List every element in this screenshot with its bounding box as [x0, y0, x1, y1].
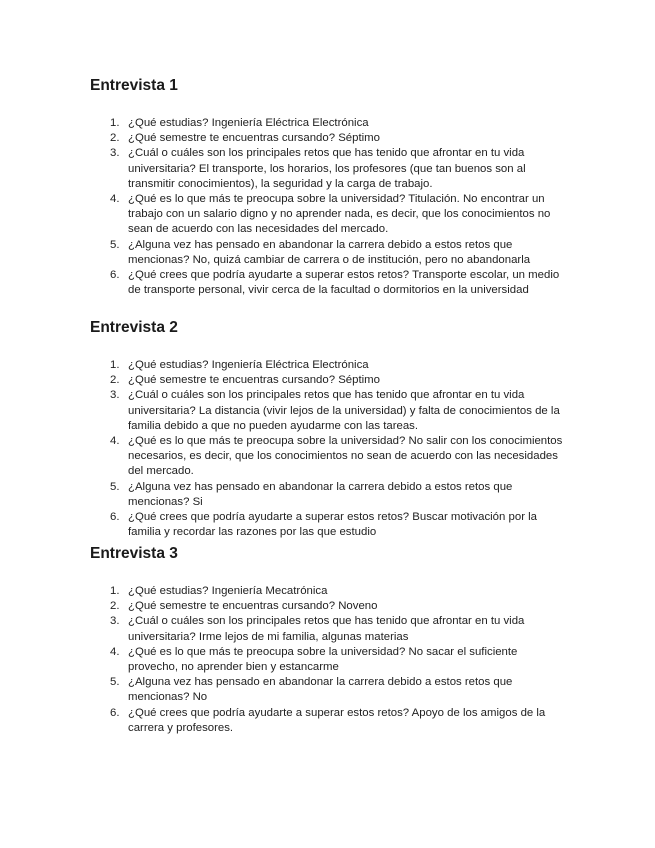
item-text: ¿Cuál o cuáles son los principales retos que has tenido que afrontar en tu vida universitaria? Irme lejos de mi familia, algunas materias	[128, 615, 525, 643]
list-item	[90, 599, 570, 614]
list-item	[90, 131, 570, 146]
list-item	[90, 268, 570, 298]
interview-section-2	[90, 318, 570, 540]
list-item	[90, 116, 570, 131]
item-text: ¿Qué es lo que más te preocupa sobre la universidad? No sacar el suficiente provecho, no aprender bien y estancarme	[128, 645, 518, 674]
item-number: 4.	[110, 193, 120, 206]
item-number: 2.	[110, 374, 120, 387]
item-number: 5.	[110, 676, 120, 689]
item-number: 2.	[110, 600, 120, 613]
list-item	[90, 584, 570, 599]
item-text: ¿Qué es lo que más te preocupa sobre la universidad? No salir con los conocimientos necesarios, es decir, que los conocimientos no sean de acuerdo con las necesidades del mercado.	[128, 435, 563, 478]
interview-section-1	[90, 76, 570, 298]
item-number: 4.	[110, 435, 120, 448]
list-item	[90, 238, 570, 268]
item-text: ¿Cuál o cuáles son los principales retos que has tenido que afrontar en tu vida universitaria? El transporte, los horarios, los profesores (que tan buenos son al transmitir conocimientos), la seguridad y la carga de trabajo.	[128, 147, 526, 190]
question-list	[90, 358, 570, 540]
list-item	[90, 146, 570, 192]
list-item	[90, 510, 570, 540]
item-text: ¿Qué semestre te encuentras cursando? Noveno	[128, 600, 378, 613]
item-number: 5.	[110, 480, 120, 493]
list-item	[90, 373, 570, 388]
item-number: 6.	[110, 706, 120, 719]
item-number: 1.	[110, 359, 120, 371]
item-number: 1.	[110, 585, 120, 597]
list-item	[90, 480, 570, 510]
item-number: 6.	[110, 269, 120, 282]
list-item	[90, 388, 570, 434]
list-item	[90, 358, 570, 373]
item-text: ¿Qué semestre te encuentras cursando? Séptimo	[128, 132, 380, 145]
section-heading: Entrevista 3	[90, 545, 178, 562]
item-text: ¿Alguna vez has pensado en abandonar la carrera debido a estos retos que mencionas? Si	[128, 480, 513, 508]
item-number: 4.	[110, 645, 120, 658]
list-item	[90, 434, 570, 480]
item-text: ¿Alguna vez has pensado en abandonar la carrera debido a estos retos que mencionas? No	[128, 676, 513, 704]
item-number: 5.	[110, 238, 120, 251]
question-list	[90, 584, 570, 736]
section-heading: Entrevista 2	[90, 319, 178, 336]
list-item	[90, 645, 570, 675]
item-text: ¿Qué crees que podría ayudarte a superar estos retos? Buscar motivación por la familia y recordar las razones por las que estudio	[128, 511, 538, 539]
list-item	[90, 614, 570, 644]
item-text: ¿Qué crees que podría ayudarte a superar estos retos? Apoyo de los amigos de la carrera y profesores.	[128, 706, 546, 734]
item-text: ¿Alguna vez has pensado en abandonar la carrera debido a estos retos que mencionas? No, quizá cambiar de carrera o de institución, pero no abandonarla	[128, 238, 531, 266]
item-number: 6.	[110, 511, 120, 524]
interview-section-3	[90, 544, 570, 736]
section-heading: Entrevista 1	[90, 77, 178, 94]
item-text: ¿Qué crees que podría ayudarte a superar estos retos? Transporte escolar, un medio de transporte personal, vivir cerca de la facultad o dormitorios en la universidad	[128, 269, 560, 297]
item-number: 3.	[110, 147, 120, 160]
item-text: ¿Qué semestre te encuentras cursando? Séptimo	[128, 374, 380, 387]
list-item	[90, 706, 570, 736]
item-text: ¿Qué estudias? Ingeniería Mecatrónica	[128, 585, 328, 597]
item-number: 3.	[110, 389, 120, 402]
item-number: 2.	[110, 132, 120, 145]
item-text: ¿Qué estudias? Ingeniería Eléctrica Electrónica	[128, 117, 369, 129]
list-item	[90, 192, 570, 238]
item-text: ¿Qué es lo que más te preocupa sobre la universidad? Titulación. No encontrar un trabajo con un salario digno y no aprender nada, es decir, que los conocimientos no sean de acuerdo con las necesidades del mercado.	[128, 193, 551, 236]
question-list	[90, 116, 570, 298]
item-text: ¿Qué estudias? Ingeniería Eléctrica Electrónica	[128, 359, 369, 371]
item-text: ¿Cuál o cuáles son los principales retos que has tenido que afrontar en tu vida universitaria? La distancia (vivir lejos de la universidad) y falta de conocimientos de la familia debido a que no pueden ayudarme con las tareas.	[128, 389, 560, 432]
list-item	[90, 675, 570, 705]
item-number: 1.	[110, 117, 120, 129]
item-number: 3.	[110, 615, 120, 628]
